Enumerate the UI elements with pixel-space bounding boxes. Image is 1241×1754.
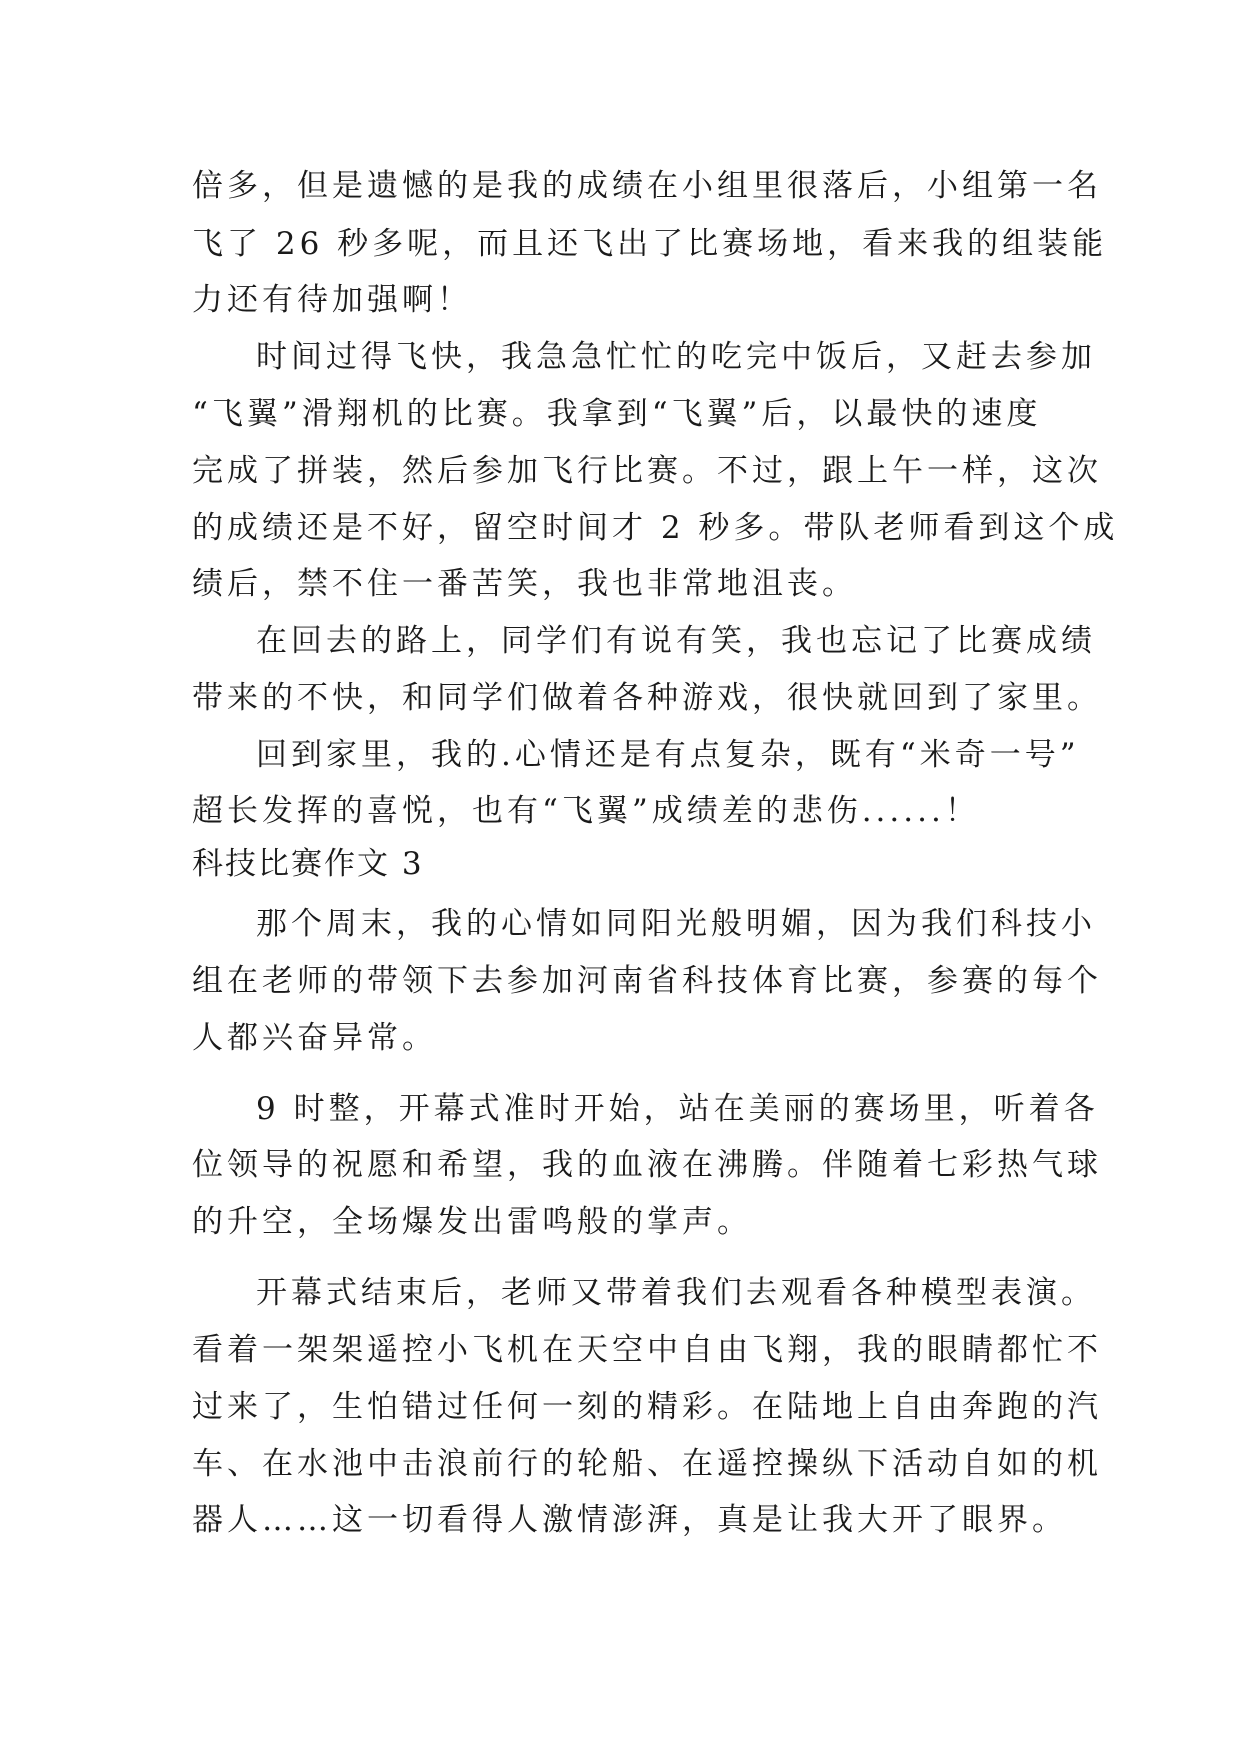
text-line: 的成绩还是不好，留空时间才 2 秒多。带队老师看到这个成	[192, 510, 1119, 546]
text-line: 超长发挥的喜悦，也有“飞翼”成绩差的悲伤......！	[192, 793, 980, 829]
text-line: 的升空，全场爆发出雷鸣般的掌声。	[192, 1204, 752, 1240]
text-line: 绩后，禁不住一番苦笑，我也非常地沮丧。	[192, 566, 857, 602]
text-line: “飞翼”滑翔机的比赛。我拿到“飞翼”后，以最快的速度	[192, 396, 1042, 432]
text-line: 看着一架架遥控小飞机在天空中自由飞翔，我的眼睛都忙不	[192, 1332, 1102, 1368]
paragraph-first-line: 9 时整，开幕式准时开始，站在美丽的赛场里，听着各	[256, 1091, 1099, 1127]
text-line: 飞了 26 秒多呢，而且还飞出了比赛场地，看来我的组装能	[192, 226, 1108, 262]
text-line: 倍多，但是遗憾的是我的成绩在小组里很落后，小组第一名	[192, 168, 1102, 204]
text-line: 过来了，生怕错过任何一刻的精彩。在陆地上自由奔跑的汽	[192, 1389, 1102, 1425]
paragraph-first-line: 回到家里，我的.心情还是有点复杂，既有“米奇一号”	[256, 737, 1080, 773]
text-line: 带来的不快，和同学们做着各种游戏，很快就回到了家里。	[192, 680, 1102, 716]
text-line: 组在老师的带领下去参加河南省科技体育比赛，参赛的每个	[192, 963, 1102, 999]
text-line: 力还有待加强啊！	[192, 282, 472, 318]
section-heading: 科技比赛作文 3	[192, 846, 424, 882]
paragraph-first-line: 时间过得飞快，我急急忙忙的吃完中饭后，又赶去参加	[256, 339, 1096, 375]
text-line: 完成了拼装，然后参加飞行比赛。不过，跟上午一样，这次	[192, 453, 1102, 489]
text-line: 人都兴奋异常。	[192, 1020, 437, 1056]
paragraph-first-line: 那个周末，我的心情如同阳光般明媚，因为我们科技小	[256, 906, 1096, 942]
text-line: 器人……这一切看得人激情澎湃，真是让我大开了眼界。	[192, 1502, 1067, 1538]
text-line: 位领导的祝愿和希望，我的血液在沸腾。伴随着七彩热气球	[192, 1147, 1102, 1183]
paragraph-first-line: 开幕式结束后，老师又带着我们去观看各种模型表演。	[256, 1275, 1096, 1311]
paragraph-first-line: 在回去的路上，同学们有说有笑，我也忘记了比赛成绩	[256, 623, 1096, 659]
text-line: 车、在水池中击浪前行的轮船、在遥控操纵下活动自如的机	[192, 1446, 1102, 1482]
